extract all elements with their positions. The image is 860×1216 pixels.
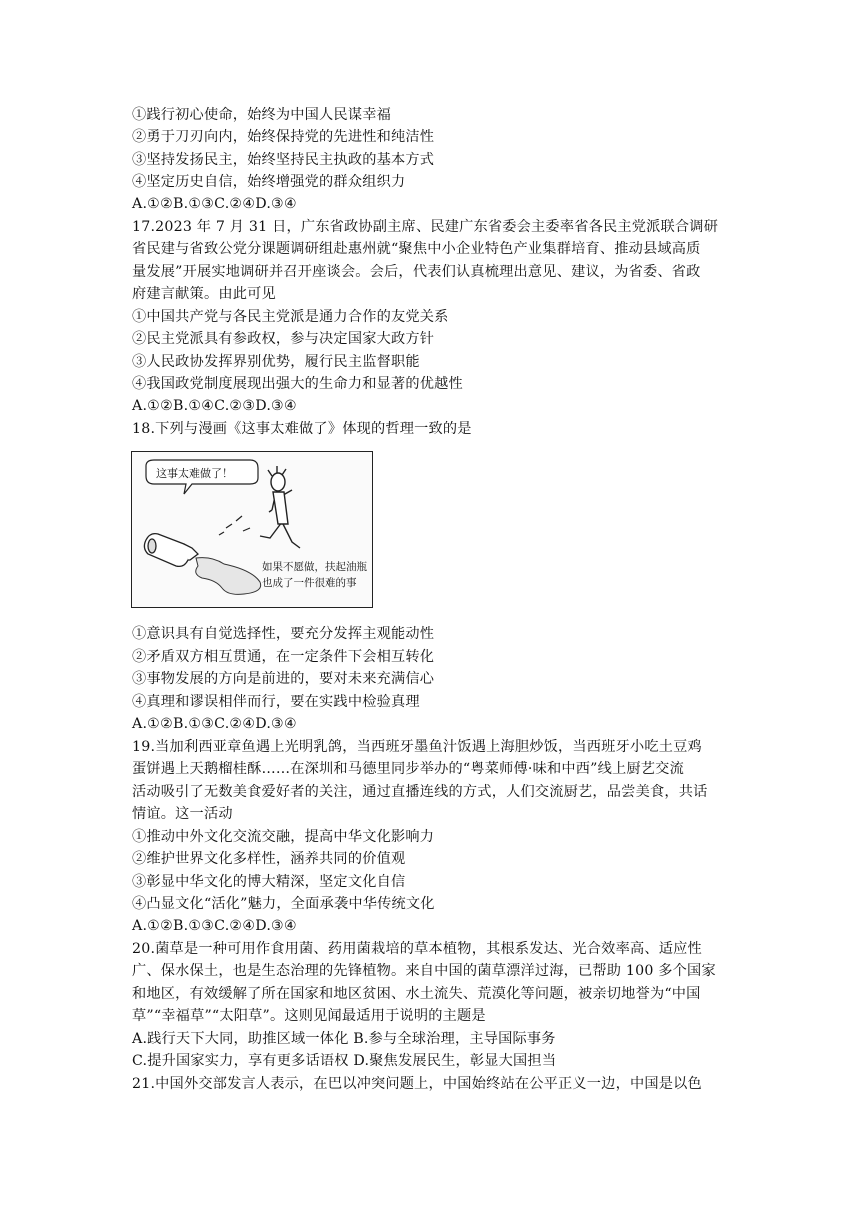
q20-stem-line-1: 20.菌草是一种可用作食用菌、药用菌栽培的草本植物，其根系发达、光合效率高、适应性 (132, 941, 702, 957)
q17-option-2: ②民主党派具有参政权，参与决定国家大政方针 (132, 331, 435, 347)
q16-option-2: ②勇于刀刃向内，始终保持党的先进性和纯洁性 (132, 129, 435, 145)
q19-stem-line-3: 活动吸引了无数美食爱好者的关注，通过直播连线的方式，人们交流厨艺，品尝美食，共话 (132, 784, 708, 800)
cartoon-image (131, 451, 373, 608)
q20-stem-line-3: 和地区，有效缓解了所在国家和地区贫困、水土流失、荒漠化等问题，被亲切地誉为“中国 (132, 986, 701, 1002)
q17-option-4: ④我国政党制度展现出强大的生命力和显著的优越性 (132, 376, 463, 392)
q18-option-3: ③事物发展的方向是前进的，要对未来充满信心 (132, 671, 435, 687)
q17-answers: A.①②B.①④C.②③D.③④ (132, 398, 297, 414)
oil-bottle (144, 534, 198, 567)
speech-bubble-text: 这事太难做了！ (156, 467, 233, 480)
cartoon-caption-line-2: 也成了一件很难的事 (262, 577, 357, 589)
q18-stem: 18.下列与漫画《这事太难做了》体现的哲理一致的是 (132, 421, 472, 437)
cartoon-caption-line-1: 如果不愿做，扶起油瓶 (262, 561, 367, 573)
cartoon-drawing (132, 452, 372, 607)
q17-stem-line-2: 省民建与省致公党分课题调研组赴惠州就“聚焦中小企业特色产业集群培育、推动县域高质 (132, 241, 701, 257)
q20-stem-line-4: 草”“幸福草”“太阳草”。这则见闻最适用于说明的主题是 (132, 1008, 486, 1024)
motion-lines (219, 516, 250, 535)
q20-options-cd: C.提升国家实力，享有更多话语权 D.聚焦发展民生，彰显大国担当 (132, 1053, 557, 1069)
running-man-figure (260, 466, 300, 548)
q19-stem-line-1: 19.当加利西亚章鱼遇上光明乳鸽，当西班牙墨鱼汁饭遇上海胆炒饭，当西班牙小吃土豆鸡 (132, 739, 702, 755)
q19-option-2: ②维护世界文化多样性，涵养共同的价值观 (132, 851, 406, 867)
q18-option-1: ①意识具有自觉选择性，要充分发挥主观能动性 (132, 626, 435, 642)
q19-option-4: ④凸显文化“活化”魅力，全面承袭中华传统文化 (132, 896, 435, 912)
q18-option-2: ②矛盾双方相互贯通，在一定条件下会相互转化 (132, 649, 435, 665)
q16-answers: A.①②B.①③C.②④D.③④ (132, 196, 297, 212)
q16-option-4: ④坚定历史自信，始终增强党的群众组织力 (132, 174, 406, 190)
q17-stem-line-3: 量发展”开展实地调研并召开座谈会。会后，代表们认真梳理出意见、建议，为省委、省政 (132, 264, 701, 280)
q19-answers: A.①②B.①③C.②④D.③④ (132, 918, 297, 934)
q18-option-4: ④真理和谬误相伴而行，要在实践中检验真理 (132, 694, 420, 710)
q17-stem-line-1: 17.2023 年 7 月 31 日，广东省政协副主席、民建广东省委会主委率省各民主党派联合调研 (132, 219, 719, 235)
spilled-oil (196, 558, 261, 595)
q17-option-3: ③人民政协发挥界别优势，履行民主监督职能 (132, 354, 420, 370)
q16-option-1: ①践行初心使命，始终为中国人民谋幸福 (132, 107, 391, 123)
q19-stem-line-4: 情谊。这一活动 (132, 806, 233, 822)
q19-option-1: ①推动中外文化交流交融，提高中华文化影响力 (132, 829, 435, 845)
q17-option-1: ①中国共产党与各民主党派是通力合作的友党关系 (132, 309, 449, 325)
q19-stem-line-2: 蛋饼遇上天鹅榴桂酥……在深圳和马德里同步举办的“粤菜师傅·味和中西”线上厨艺交流 (132, 761, 684, 777)
q18-answers: A.①②B.①③C.②④D.③④ (132, 716, 297, 732)
q16-option-3: ③坚持发扬民主，始终坚持民主执政的基本方式 (132, 152, 435, 168)
q20-stem-line-2: 广、保水保土，也是生态治理的先锋植物。来自中国的菌草漂洋过海，已帮助 100 多个国家 (132, 963, 716, 979)
q20-options-ab: A.践行天下大同，助推区域一体化 B.参与全球治理，主导国际事务 (132, 1031, 556, 1047)
q17-stem-line-4: 府建言献策。由此可见 (132, 286, 276, 302)
q19-option-3: ③彰显中华文化的博大精深，坚定文化自信 (132, 874, 406, 890)
q21-stem-line-1: 21.中国外交部发言人表示，在巴以冲突问题上，中国始终站在公平正义一边，中国是以色 (132, 1076, 702, 1092)
